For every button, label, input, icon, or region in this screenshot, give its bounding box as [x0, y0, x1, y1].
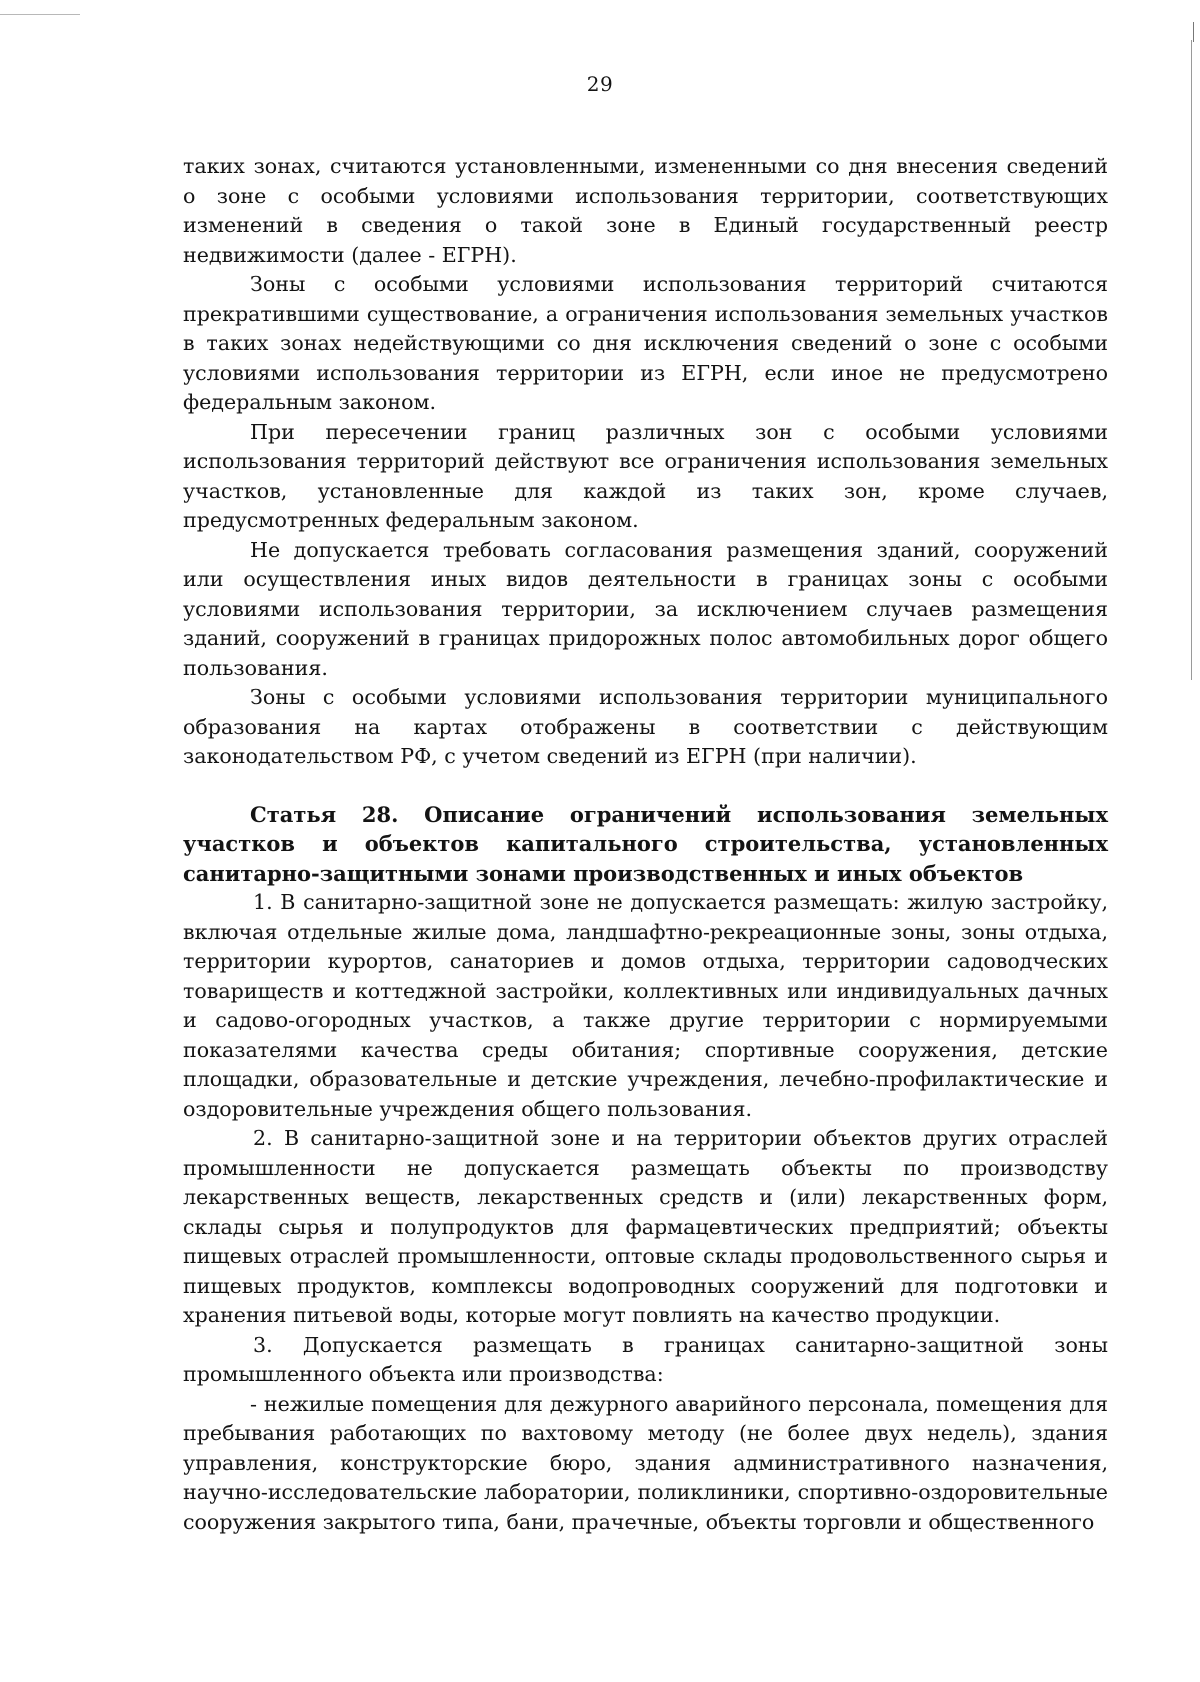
article-item: 3. Допускается размещать в границах санитарно-защитной зоны промышленного объекта или производства: [183, 1332, 1108, 1386]
paragraph-continuation: таких зонах, считаются установленными, измененными со дня внесения сведений о зоне с особыми условиями использования территории, соответствующих изменений в сведения о такой зоне в Единый государственный реестр недвижимости (далее - ЕГРН). [183, 154, 1108, 267]
scan-artifact-line [0, 14, 80, 15]
scan-artifact-mark [1193, 22, 1194, 42]
page-number: 29 [586, 72, 614, 96]
article-item: 1. В санитарно-защитной зоне не допускается размещать: жилую застройку, включая отдельные жилые дома, ландшафтно-рекреационные зоны, зоны отдыха, территории курортов, санаториев и домов отдыха, территории садоводческих товариществ и коттеджной застройки, коллективных или индивидуальных дачных и садово-огородных участков, а также другие территории с нормируемыми показателями качества среды обитания; спортивные сооружения, детские площадки, образовательные и детские учреждения, лечебно-профилактические и оздоровительные учреждения общего пользования. [183, 890, 1108, 1121]
paragraph: Зоны с особыми условиями использования территорий считаются прекратившими существование, а ограничения использования земельных участков в таких зонах недействующими со дня исключения сведений о зоне с особыми условиями использования территории из ЕГРН, если иное не предусмотрено федеральным законом. [183, 272, 1108, 414]
paragraph: Не допускается требовать согласования размещения зданий, сооружений или осуществления иных видов деятельности в границах зоны с особыми условиями использования территории, за исключением случаев размещения зданий, сооружений в границах придорожных полос автомобильных дорог общего пользования. [183, 537, 1108, 680]
article-heading: Статья 28. Описание ограничений использования земельных участков и объектов капитального строительства, установленных санитарно-защитными зонами производственных и иных объектов [183, 801, 1108, 886]
paragraph: При пересечении границ различных зон с особыми условиями использования территорий действуют все ограничения использования земельных участков, установленные для каждой из таких зон, кроме случаев, предусмотренных федеральным законом. [183, 419, 1108, 532]
document-body [183, 152, 1108, 1537]
paragraph: Зоны с особыми условиями использования территории муниципального образования на картах отображены в соответствии с действующим законодательством РФ, с учетом сведений из ЕГРН (при наличии). [183, 685, 1108, 768]
scan-artifact-edge [1191, 40, 1192, 680]
article-list-item: - нежилые помещения для дежурного аварийного персонала, помещения для пребывания работающих по вахтовому методу (не более двух недель), здания управления, конструкторские бюро, здания административного назначения, научно-исследовательские лаборатории, поликлиники, спортивно-оздоровительные сооружения закрытого типа, бани, прачечные, объекты торговли и общественного [183, 1391, 1108, 1534]
article-item: 2. В санитарно-защитной зоне и на территории объектов других отраслей промышленности не допускается размещать объекты по производству лекарственных веществ, лекарственных средств и (или) лекарственных форм, склады сырья и полупродуктов для фармацевтических предприятий; объекты пищевых отраслей промышленности, оптовые склады продовольственного сырья и пищевых продуктов, комплексы водопроводных сооружений для подготовки и хранения питьевой воды, которые могут повлиять на качество продукции. [183, 1126, 1108, 1327]
